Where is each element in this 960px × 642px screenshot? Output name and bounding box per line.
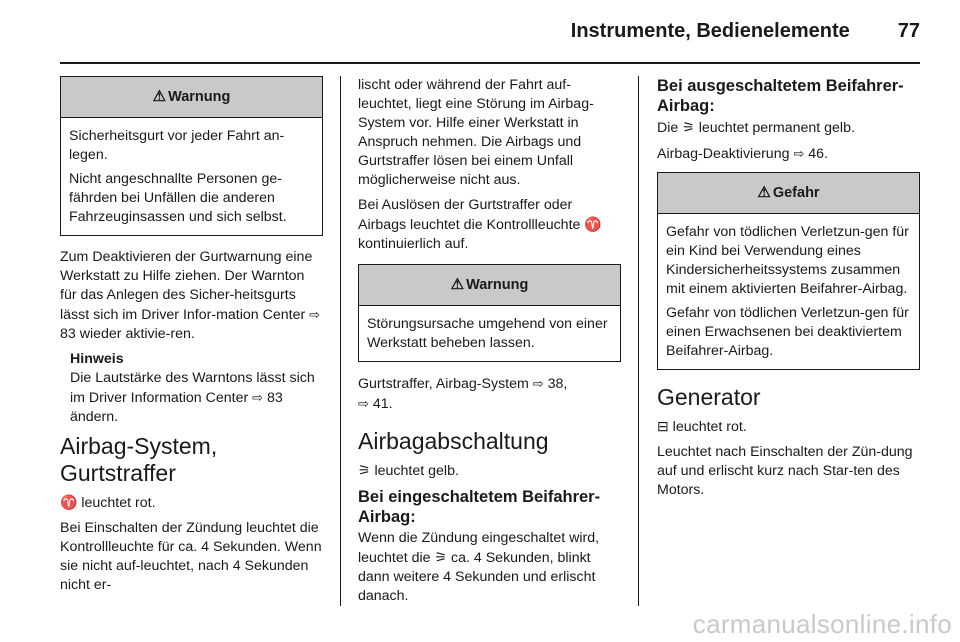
danger-text: Gefahr von tödlichen Verletzun-gen für einen Erwachsenen bei deaktiviertem Beifahrer-Airbag.	[666, 305, 909, 359]
page-number: 77	[897, 20, 920, 42]
warning-triangle-icon: ⚠	[757, 184, 771, 201]
paragraph: Wenn die Zündung eingeschaltet wird, leuchtet die ⚞ ca. 4 Sekunden, blinkt dann weitere 4 Sekunden und erlischt danach.	[358, 530, 600, 604]
airbag-off-icon: ⚞	[682, 119, 695, 135]
danger-text: Gefahr von tödlichen Verletzun-gen für ein Kind bei Verwendung eines Kindersicherheitssystems zusammen mit einem aktivierten Beifahrer-Airbag.	[666, 224, 909, 297]
warning-box-heading: ⚠ Warnung	[359, 265, 620, 306]
paragraph: Bei Auslösen der Gurtstraffer oder Airbags leuchtet die Kontrollleuchte ♈ kontinuierlich auf.	[358, 197, 602, 252]
paragraph: ♈ leuchtet rot.	[60, 494, 156, 511]
column-3	[657, 76, 920, 506]
section-heading: Generator	[657, 384, 761, 410]
warning-box-heading: ⚠ Warnung	[61, 77, 322, 118]
page-reference: 38	[547, 376, 564, 392]
warning-text: Sicherheitsgurt vor jeder Fahrt an-legen.	[69, 128, 285, 163]
warning-text: Störungsursache umgehend von einer Werkstatt beheben lassen.	[367, 316, 608, 351]
hint-text: Die Lautstärke des Warntons lässt sich im Driver Information Center ⇨ 83 ändern.	[70, 370, 315, 425]
header-rule	[60, 62, 920, 64]
airbag-off-icon: ⚞	[358, 462, 371, 478]
section-title: Instrumente, Bedienelemente	[570, 20, 850, 42]
danger-box-heading: ⚠ Gefahr	[658, 173, 919, 214]
reference-arrow-icon: ⇨	[309, 307, 321, 322]
column-divider	[638, 76, 639, 606]
airbag-warning-icon: ♈	[60, 494, 78, 510]
section-heading: Airbag-System, Gurtstraffer	[60, 433, 218, 486]
column-2	[358, 76, 621, 612]
paragraph: Bei Einschalten der Zündung leuchtet die Kontrollleuchte für ca. 4 Sekunden. Wenn sie nicht auf-leuchtet, nach 4 Sekunden nicht er-	[60, 520, 322, 593]
page-reference: 83	[266, 390, 283, 406]
warning-triangle-icon: ⚠	[450, 276, 465, 293]
warning-box	[60, 76, 323, 236]
watermark: carmanualsonline.info	[692, 609, 952, 639]
danger-box	[657, 172, 920, 370]
subheading: Bei ausgeschaltetem Beifahrer-Airbag:	[657, 77, 904, 115]
reference-arrow-icon: ⇨	[532, 376, 544, 391]
hint-title: Hinweis	[70, 351, 124, 367]
airbag-off-icon: ⚞	[434, 549, 448, 565]
paragraph: Airbag-Deaktivierung ⇨ 46.	[657, 146, 829, 162]
reference-arrow-icon: ⇨	[793, 146, 805, 161]
warning-text: Nicht angeschnallte Personen ge-fährden bei Unfällen die anderen Fahrzeuginsassen und sich selbst.	[69, 171, 287, 225]
page-reference: 83	[60, 326, 76, 342]
hint-box	[70, 350, 323, 427]
subheading: Bei eingeschaltetem Beifahrer-Airbag:	[358, 488, 601, 526]
paragraph: Leuchtet nach Einschalten der Zün-dung auf und erlischt kurz nach Star-ten des Motors.	[657, 444, 913, 498]
paragraph: ⊟ leuchtet rot.	[657, 418, 747, 435]
warning-triangle-icon: ⚠	[152, 88, 167, 105]
warning-box	[358, 264, 621, 362]
section-heading: Airbagabschaltung	[358, 428, 549, 454]
column-divider	[340, 76, 341, 606]
page-reference: 46	[808, 146, 825, 162]
page-reference: 41	[372, 396, 389, 412]
paragraph: Gurtstraffer, Airbag-System ⇨ 38, ⇨ 41.	[358, 376, 568, 412]
battery-icon: ⊟	[657, 418, 669, 434]
column-1	[60, 76, 323, 601]
page-header	[571, 20, 920, 50]
reference-arrow-icon: ⇨	[358, 396, 369, 411]
paragraph: lischt oder während der Fahrt auf-leuchtet, liegt eine Störung im Airbag-System vor. Hilfe einer Werkstatt in Anspruch nehmen. Die Airbags und Gurtstraffer lösen bei einem Unfall möglicherweise nicht aus.	[358, 77, 594, 188]
airbag-warning-icon: ♈	[584, 216, 602, 232]
paragraph: Die ⚞ leuchtet permanent gelb.	[657, 119, 855, 136]
paragraph: ⚞ leuchtet gelb.	[358, 462, 459, 479]
reference-arrow-icon: ⇨	[252, 390, 264, 405]
paragraph: Zum Deaktivieren der Gurtwarnung eine Werkstatt zu Hilfe ziehen. Der Warnton für das Anlegen des Sicher-heitsgurts lässt sich im Driver Infor-mation Center ⇨ 83 wieder aktivie-ren.	[60, 249, 321, 342]
